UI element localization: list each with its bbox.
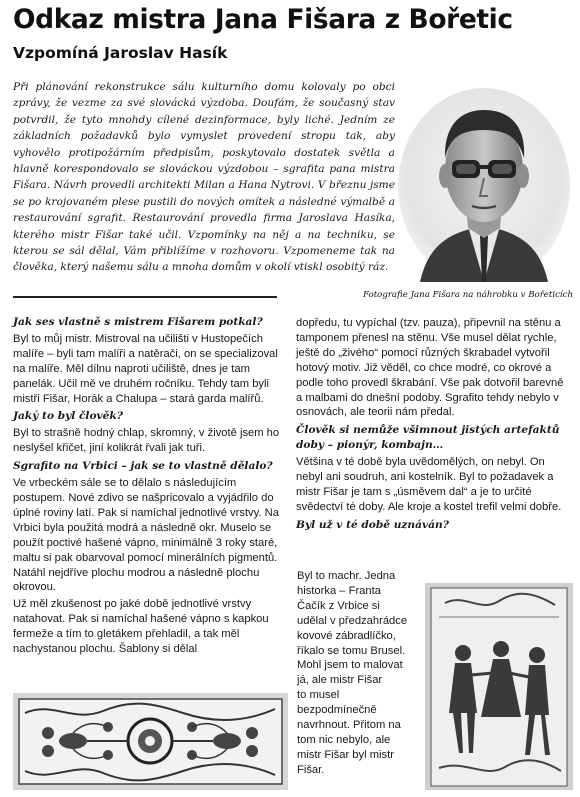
question-4: Člověk si nemůže všimnout jistých artefaktů doby – pionýr, kombajn…: [296, 424, 560, 452]
answer-1: Byl to můj mistr. Mistroval na učilišti v Hustopečích malíře – byli tam malíři a natěrači, on se specializoval na malíře. Měl dílnu naproti učiliště, dnes je tam panelák. Učil mě ve druhém ročníku. Tehdy tam byli mistři Fišar, Horák a Chalupa – stará garda malířů.: [13, 332, 278, 405]
sgraffito-ornament-photo: [13, 693, 288, 790]
answer-5-line: kovové zábradlíčko,: [297, 629, 396, 642]
section-divider: [13, 296, 277, 298]
portrait-photo: [398, 86, 570, 282]
interview-column-right: [296, 316, 571, 535]
answer-5-line: tom nic nebylo, ale: [297, 733, 391, 746]
answer-5-line: to musel: [297, 689, 340, 702]
answer-5-line: bezpodmínečně: [297, 704, 377, 717]
article-subtitle: Vzpomíná Jaroslav Hasík: [13, 44, 228, 62]
answer-3-part-1: Ve vrbeckém sále se to dělalo s následujícím postupem. Nové zdivo se našpricovalo a vyjádřilo do úplné roviny latí. Pak si namíchal jednotlivé vrstvy. Na Vrbici byla použitá modrá a následně okr. Muselo se použít poctivé hašené vápno, minimálně 3 roky staré, maltu si pak obarvoval pomocí minerálních pigmentů. Natáhl nejdříve plochu modrou a následně plochu okrovou.: [13, 477, 279, 594]
answer-3-part-3: dopředu, tu vypíchal (tzv. pauza), připevnil na stěnu a tamponem přenesl na stěnu. Vše musel dělat rychle, ještě do „živého“ pomocí různých škrabadel vytvořil hotový motiv. Již věděl, co chce modré, co okrové a podle toho provedl škrabání. Vše pak dotvořil barevně a malbami do dnešní podoby. Sgrafito tehdy nebylo v osnovách, ale teorii nám předal.: [296, 317, 564, 419]
sgraffito-dancers-photo: [425, 583, 573, 790]
answer-5-line: já, ale mistr Fišar: [297, 674, 383, 687]
answer-5: [297, 569, 415, 778]
answer-5-line: Čačík z Vrbice si: [297, 599, 380, 612]
answer-5-line: Fišar.: [297, 763, 325, 776]
article-title: Odkaz mistra Jana Fišara z Bořetic: [13, 4, 513, 35]
question-1: Jak ses vlastně s mistrem Fišarem potkal?: [13, 316, 263, 328]
answer-3-part-2: Už měl zkušenost po jaké době jednotlivé vrstvy natahovat. Pak si namíchal hašené vápno s kapkou fermeže a tím to gletákem přehladil, a tak měl nachystanou plochu. Šablony si dělal: [13, 598, 269, 656]
question-2: Jaký to byl člověk?: [13, 410, 123, 423]
answer-5-line: Mohl jsem to malovat: [297, 659, 403, 672]
answer-5-line: mistr Fišar byl mistr: [297, 748, 394, 761]
question-5: Byl už v té době uznáván?: [296, 518, 449, 531]
question-3: Sgrafito na Vrbici – jak se to vlastně dělalo?: [13, 460, 273, 473]
answer-5-line: říkalo se tomu Brusel.: [297, 644, 406, 657]
interview-column-left: [13, 312, 288, 659]
answer-5-line: Byl to machr. Jedna: [297, 570, 396, 582]
answer-5-line: udělal v předzahrádce: [297, 614, 408, 627]
article-intro: Při plánování rekonstrukce sálu kulturního domu kolovaly po obci zprávy, že vezme za své slovácká výzdoba. Doufám, že současný stav potvrdil, že tyto mnohdy cílené dezinformace, byly liché. Jedním ze základních požadavků bylo vymyslet provedení stropu tak, aby vyhovělo protipožárním předpisům, poskytovalo dostatek světla a hlavně korespondovalo se slováckou výzdobou – sgrafita pana mistra Fišara. Návrh provedli architekti Milan a Hana Nytrovi. V březnu jsme se po krojovaném plese pustili do nových omítek a následné výmalbě a restaurování sgrafit. Restaurování provedla firma Jaroslava Hasíka, kterého mistr Fišar také učil. Vzpomínky na něj a na techniku, se kterou se sál dělal, Vám přiblížíme v rozhovoru. Vzpomeneme tak na člověka, který našemu sálu a mnoha domům v okolí vtiskl osobitý ráz.: [13, 81, 395, 274]
answer-4: Většina v té době byla uvědomělých, on nebyl. On nebyl ani soudruh, ani kostelník. Byl to požadavek a mistr Fišar je tam s „úsměvem dal“ a je to určité svědectví té doby. Ale kroje a kostel trefil velmi dobře.: [296, 456, 562, 513]
answer-5-line: historka – Franta: [297, 584, 381, 597]
answer-2: Byl to strašně hodný chlap, skromný, v životě jsem ho neslyšel křičet, jiní kolikrát řvali jak tuři.: [13, 427, 280, 455]
photo-caption: Fotografie Jana Fišara na náhrobku v Bořeticích: [363, 290, 573, 300]
answer-5-line: navrhnout. Přitom na: [297, 719, 401, 732]
